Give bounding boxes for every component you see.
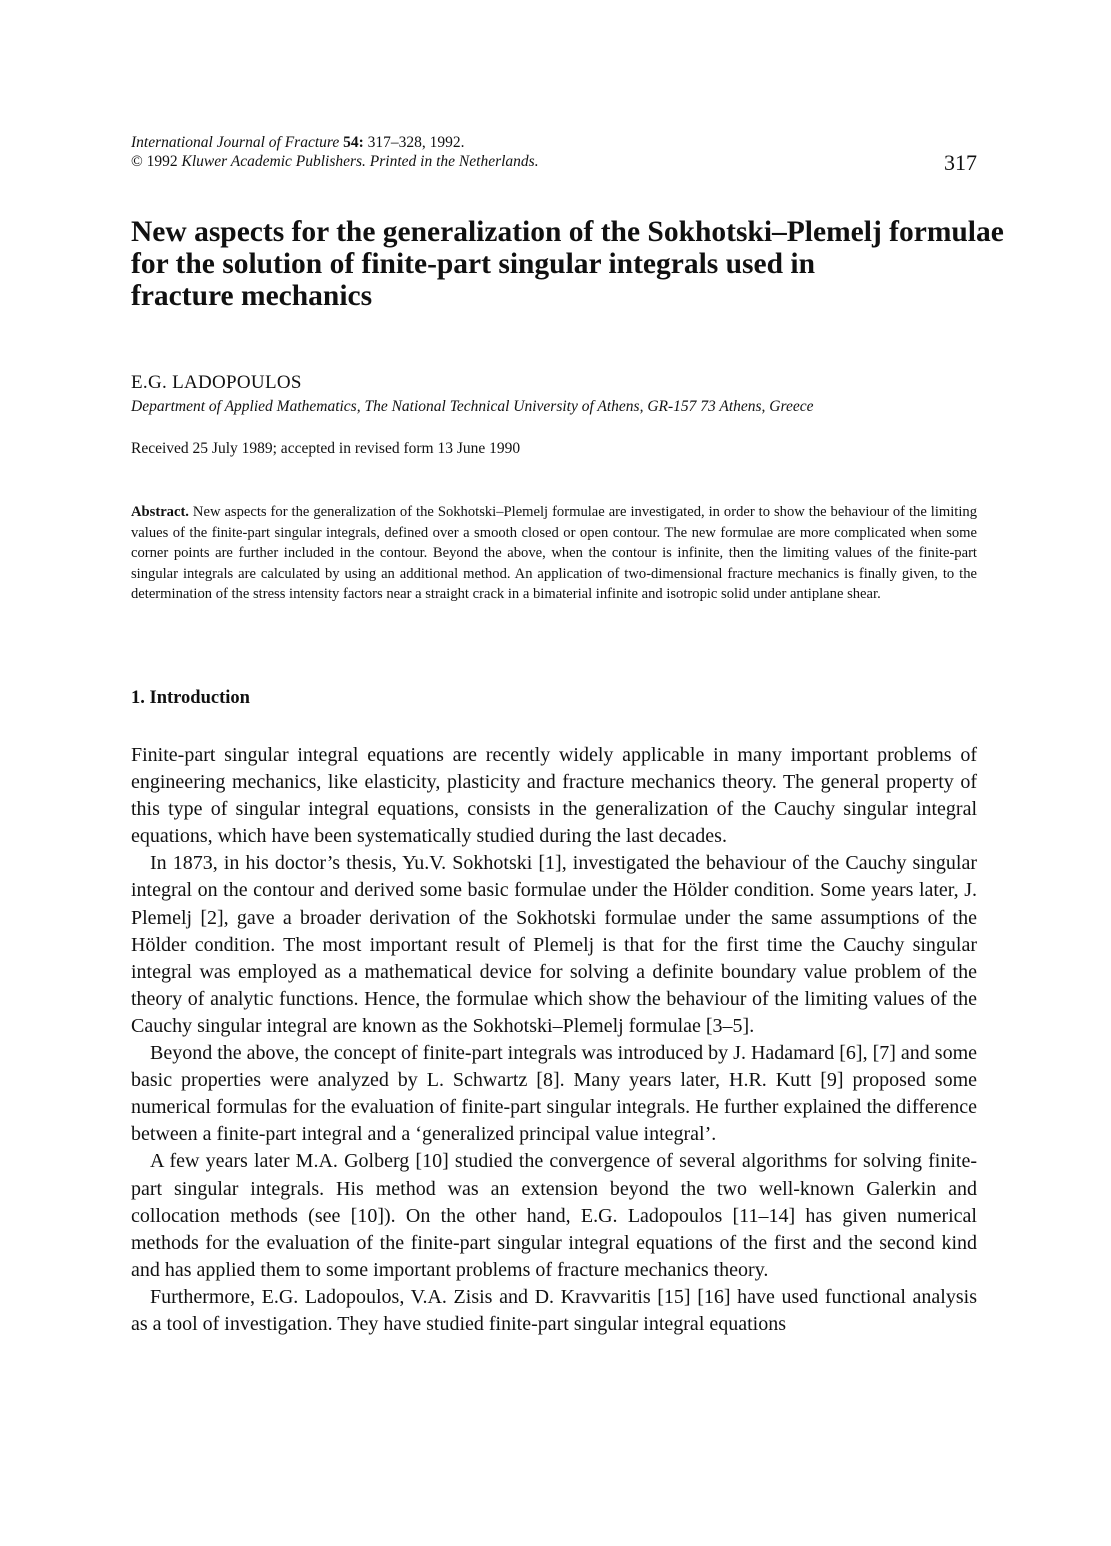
paragraph: Finite-part singular integral equations are recently widely applicable in many important problems of engineering mechanics, like elasticity, plasticity and fracture mechanics theory. The general property of this type of singular integral equations, consists in the generalization of the Cauchy singular integral equations, which have been systematically studied during the last decades. (131, 744, 977, 848)
journal-name: International Journal of Fracture (131, 134, 340, 151)
abstract-text: New aspects for the generalization of the Sokhotski–Plemelj formulae are investigated, in order to show the behaviour of the limiting values of the finite-part singular integrals, defined over a smooth closed or open contour. The new formulae are more complicated when some corner points are further included in the contour. Beyond the above, when the contour is infinite, then the limiting values of the finite-part singular integrals are calculated by using an additional method. An application of two-dimensional fracture mechanics is finally given, to the determination of the stress intensity factors near a straight crack in a bimaterial infinite and isotropic solid under antiplane shear. (131, 504, 977, 602)
journal-pages-year: 317–328, 1992. (363, 134, 465, 151)
publisher: Kluwer Academic Publishers. Printed in the Netherlands. (181, 153, 539, 170)
paper-title (131, 216, 1004, 312)
received-date: Received 25 July 1989; accepted in revised form 13 June 1990 (131, 440, 521, 457)
copyright-symbol: © 1992 (131, 153, 182, 170)
section-heading: 1. Introduction (131, 688, 250, 708)
paragraph: In 1873, in his doctor’s thesis, Yu.V. Sokhotski [1], investigated the behaviour of the Cauchy singular integral on the contour and derived some basic formulae under the Hölder condition. Some years later, J. Plemelj [2], gave a broader derivation of the Sokhotski formulae under the same assumptions of the Hölder condition. The most important result of Plemelj is that for the first time the Cauchy singular integral was employed as a mathematical device for solving a definite boundary value problem of the theory of analytic functions. Hence, the formulae which show the behaviour of the limiting values of the Cauchy singular integral are known as the Sokhotski–Plemelj formulae [3–5]. (131, 852, 977, 1037)
title-line: for the solution of finite-part singular integrals used in (131, 248, 816, 280)
author-affiliation: Department of Applied Mathematics, The National Technical University of Athens, GR-157 73 Athens, Greece (131, 398, 814, 415)
abstract (131, 502, 977, 605)
section-body (131, 742, 977, 1338)
title-line: fracture mechanics (131, 280, 373, 312)
journal-volume: 54: (343, 134, 364, 151)
journal-header (131, 133, 977, 171)
abstract-label: Abstract. (131, 504, 189, 520)
copyright-line (131, 152, 977, 171)
paragraph: Beyond the above, the concept of finite-part integrals was introduced by J. Hadamard [6], [7] and some basic properties were analyzed by L. Schwartz [8]. Many years later, H.R. Kutt [9] proposed some numerical formulas for the evaluation of finite-part singular integrals. He further explained the difference between a finite-part integral and a ‘generalized principal value integral’. (131, 1042, 977, 1146)
paragraph: Furthermore, E.G. Ladopoulos, V.A. Zisis and D. Kravvaritis [15] [16] have used functional analysis as a tool of investigation. They have studied finite-part singular integral equations (131, 1285, 977, 1335)
author-name: E.G. LADOPOULOS (131, 372, 302, 393)
title-line: New aspects for the generalization of the Sokhotski–Plemelj formulae (131, 216, 1004, 248)
citation-line (131, 133, 977, 152)
paragraph: A few years later M.A. Golberg [10] studied the convergence of several algorithms for solving finite-part singular integrals. His method was an extension beyond the two well-known Galerkin and collocation methods (see [10]). On the other hand, E.G. Ladopoulos [11–14] has given numerical methods for the evaluation of the finite-part singular integral equations of the first and the second kind and has applied them to some important problems of fracture mechanics theory. (131, 1150, 977, 1281)
page-number: 317 (944, 150, 977, 175)
